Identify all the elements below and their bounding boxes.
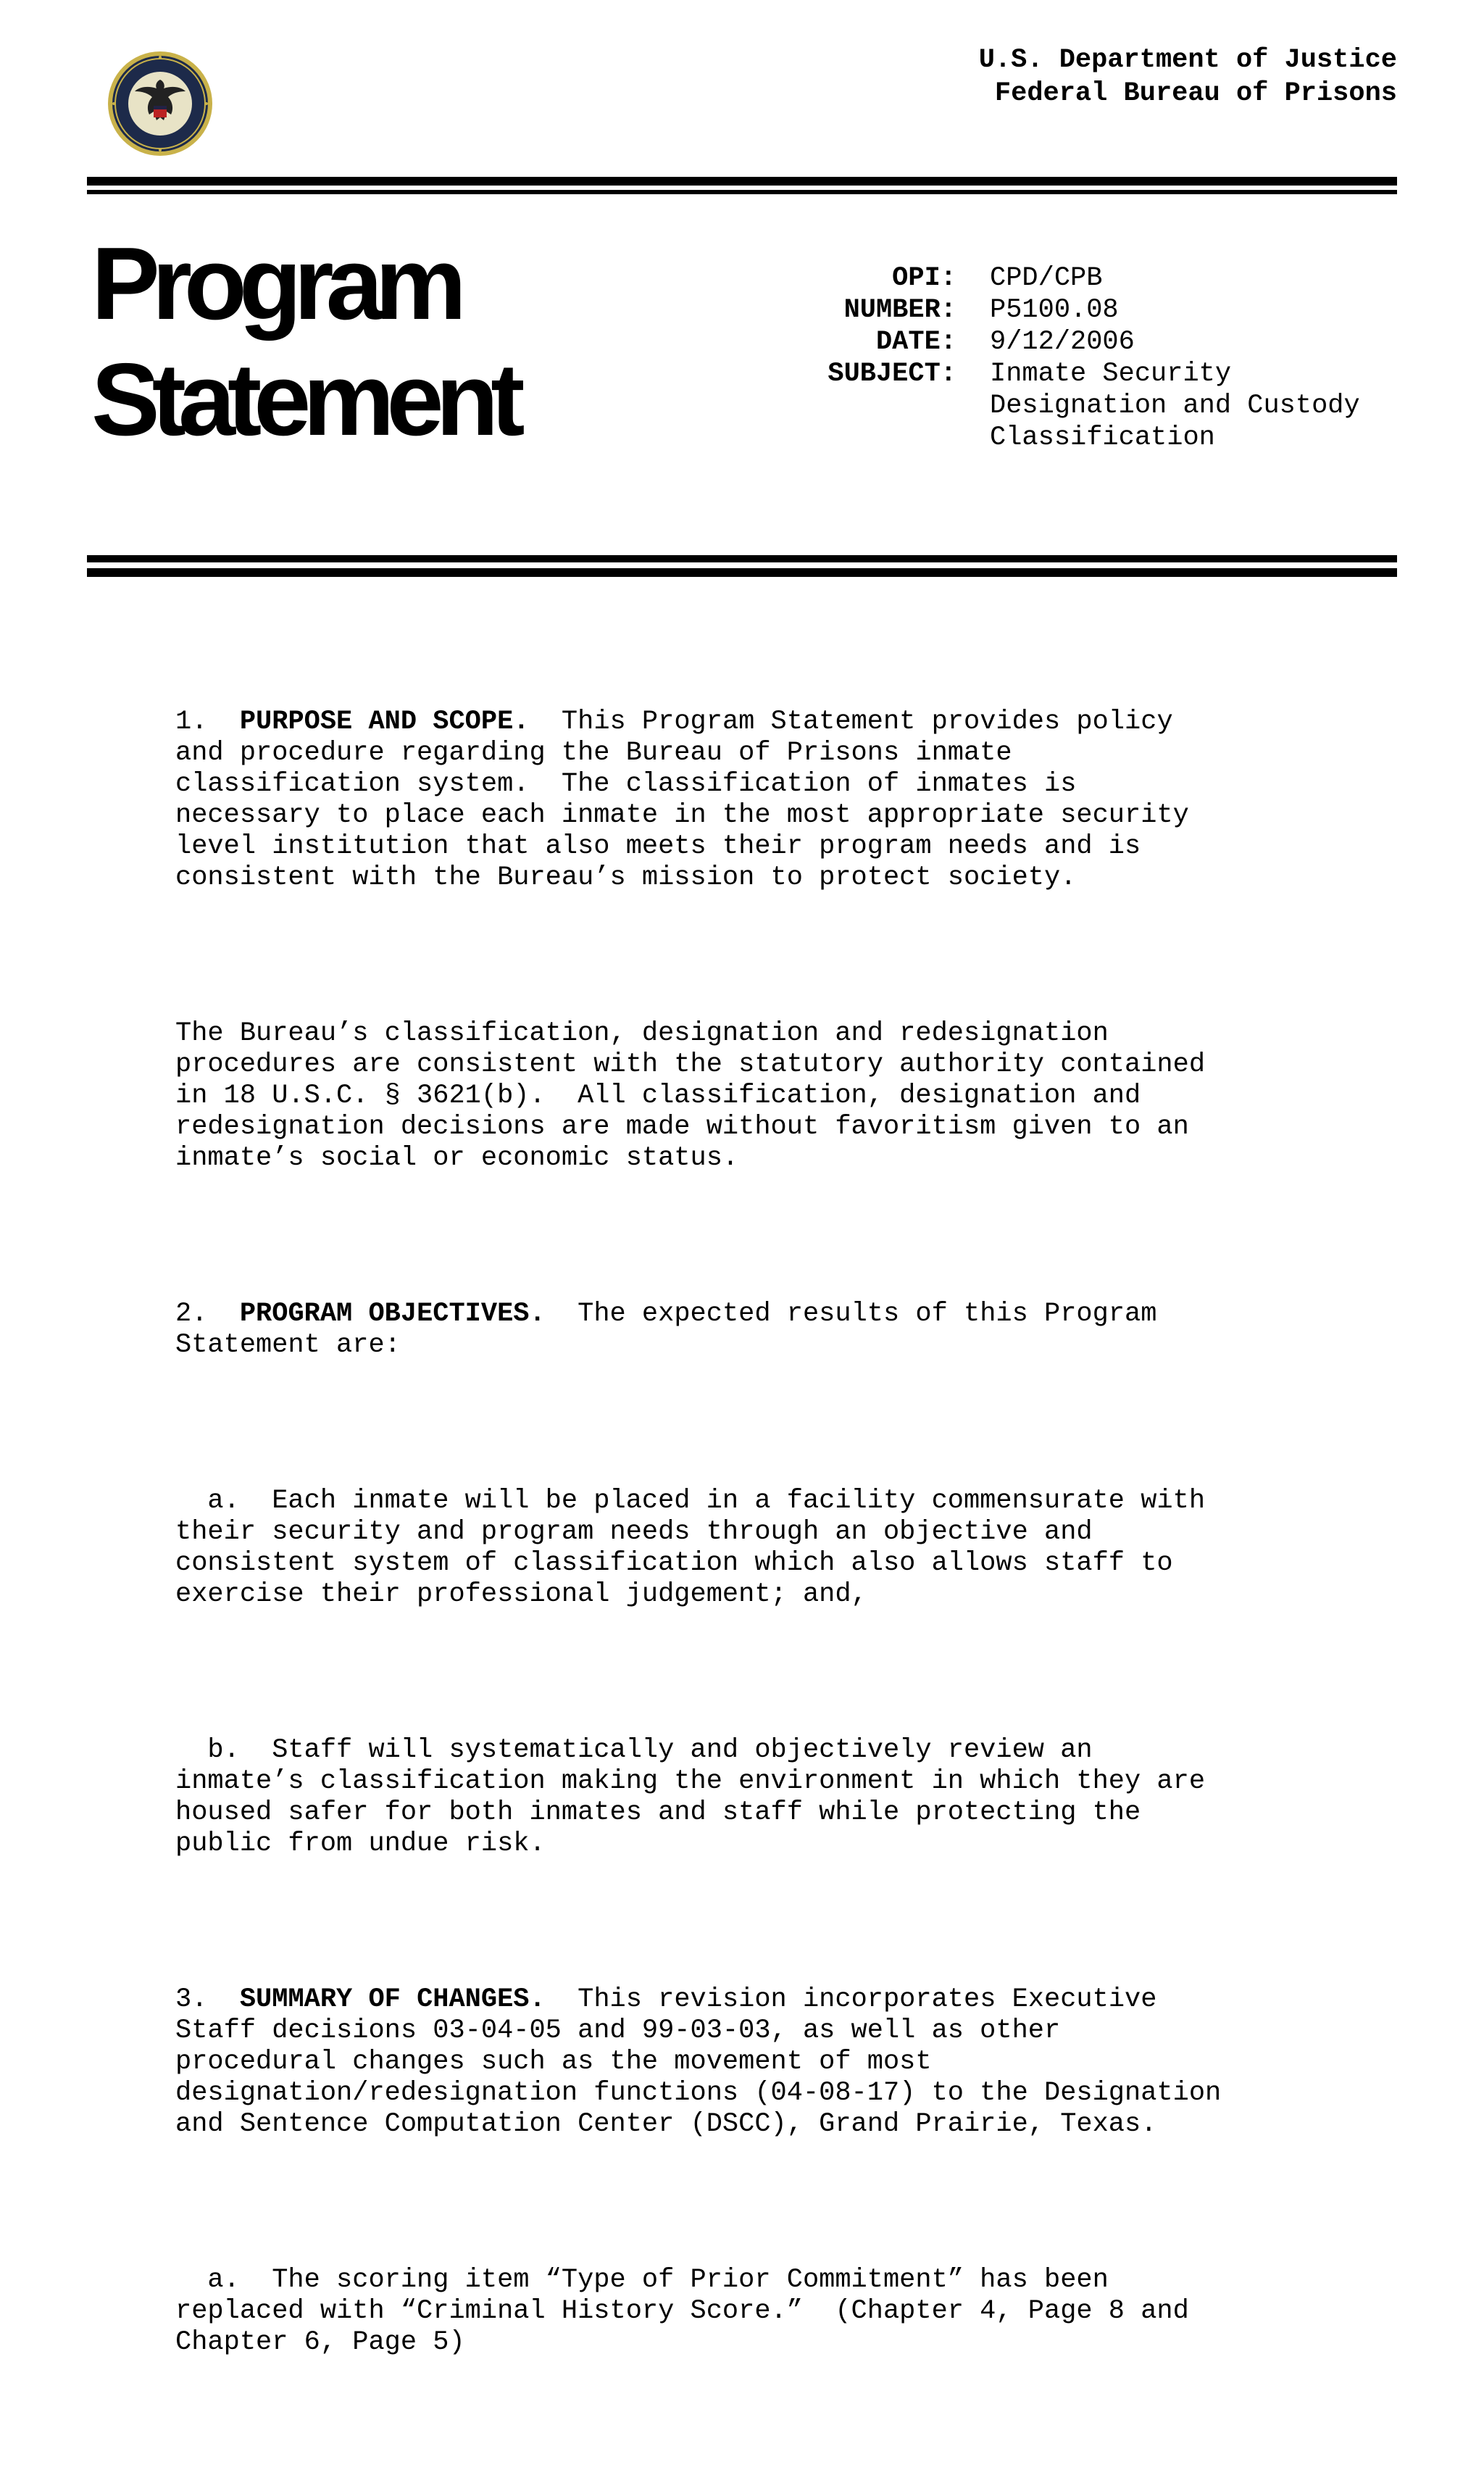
- section-number: 2.: [175, 1299, 240, 1329]
- body-line: a. The scoring item “Type of Prior Commitment” has been: [175, 2265, 1109, 2295]
- body-line: Staff decisions 03-04-05 and 99-03-03, as well as other: [175, 2016, 1061, 2046]
- body-text: The expected results of this Program: [545, 1299, 1157, 1329]
- body-line: in 18 U.S.C. § 3621(b). All classification, designation and: [175, 1081, 1141, 1111]
- opi-label: OPI:: [892, 263, 956, 294]
- meta-row-subject: [783, 358, 1396, 454]
- meta-row-date: [783, 326, 1396, 358]
- body-line: [175, 1299, 1422, 1330]
- body-line: procedures are consistent with the statutory authority contained: [175, 1049, 1206, 1080]
- number-label: NUMBER:: [843, 295, 956, 325]
- top-rule-thin: [87, 190, 1397, 194]
- opi-value: CPD/CPB: [990, 263, 1103, 294]
- section-number: 1.: [175, 707, 240, 737]
- body-line: public from undue risk.: [175, 1829, 546, 1859]
- paragraph-statutory-authority: [175, 1018, 1422, 1174]
- body-line: inmate’s classification making the environment in which they are: [175, 1766, 1206, 1797]
- section-program-objectives: [175, 1299, 1422, 1361]
- body-line: a. Each inmate will be placed in a facility commensurate with: [175, 1486, 1206, 1516]
- section-heading: SUMMARY OF CHANGES.: [239, 1984, 546, 2015]
- body-line: designation/redesignation functions (04-08-17) to the Designation: [175, 2078, 1222, 2108]
- body-line: redesignation decisions are made without favoritism given to an: [175, 1112, 1189, 1142]
- top-rule-thick: [87, 177, 1397, 186]
- body-line: Statement are:: [175, 1330, 401, 1360]
- body-line: and Sentence Computation Center (DSCC), Grand Prairie, Texas.: [175, 2109, 1157, 2139]
- section-summary-of-changes: [175, 1984, 1422, 2140]
- body-line: [175, 1984, 1422, 2016]
- subject-label: SUBJECT:: [828, 359, 956, 389]
- section-purpose-and-scope: [175, 707, 1422, 894]
- body-line: Chapter 6, Page 5): [175, 2327, 465, 2358]
- bottom-rule-thick: [87, 555, 1397, 562]
- body-line: inmate’s social or economic status.: [175, 1143, 739, 1173]
- body-line: procedural changes such as the movement of most: [175, 2047, 932, 2077]
- subject-value: [990, 358, 1396, 454]
- body-line: [175, 707, 1422, 738]
- meta-row-number: [783, 294, 1396, 326]
- body-line: necessary to place each inmate in the most appropriate security: [175, 800, 1189, 831]
- agency-department: U.S. Department of Justice: [978, 45, 1397, 75]
- body-line: consistent system of classification which also allows staff to: [175, 1548, 1173, 1579]
- body-text: This Program Statement provides policy: [529, 707, 1173, 737]
- date-label: DATE:: [875, 327, 956, 357]
- subject-value-line: Inmate Security: [990, 359, 1232, 389]
- section-heading: PROGRAM OBJECTIVES.: [239, 1299, 546, 1329]
- body-line: their security and program needs through an objective and: [175, 1517, 1093, 1547]
- subject-value-line: Classification: [990, 423, 1215, 453]
- title-line-statement: Statement: [91, 342, 517, 457]
- metadata-block: [783, 262, 1396, 454]
- doj-seal-icon: [106, 51, 214, 157]
- section-heading: PURPOSE AND SCOPE.: [239, 707, 530, 737]
- objective-item-b: [175, 1735, 1422, 1860]
- body-line: exercise their professional judgement; and,: [175, 1579, 867, 1610]
- subject-value-line: Designation and Custody: [990, 391, 1360, 421]
- section-number: 3.: [175, 1984, 240, 2015]
- body-line: b. Staff will systematically and objectively review an: [175, 1735, 1093, 1765]
- date-value: 9/12/2006: [990, 327, 1135, 357]
- agency-bureau: Federal Bureau of Prisons: [994, 78, 1397, 109]
- body-line: replaced with “Criminal History Score.” (Chapter 4, Page 8 and: [175, 2296, 1189, 2326]
- body-line: and procedure regarding the Bureau of Prisons inmate: [175, 738, 1012, 768]
- body-text: This revision incorporates Executive: [545, 1984, 1157, 2015]
- bottom-rule-thin: [87, 568, 1397, 577]
- agency-header: [979, 43, 1397, 110]
- page-title: [91, 226, 517, 458]
- document-body: [175, 613, 1422, 2483]
- meta-row-opi: [783, 262, 1396, 294]
- number-value: P5100.08: [990, 295, 1119, 325]
- body-line: consistent with the Bureau’s mission to protect society.: [175, 862, 1077, 893]
- body-line: classification system. The classification of inmates is: [175, 769, 1077, 799]
- body-line: level institution that also meets their program needs and is: [175, 831, 1141, 862]
- body-line: The Bureau’s classification, designation and redesignation: [175, 1018, 1109, 1049]
- title-line-program: Program: [91, 226, 459, 341]
- change-item-a: [175, 2265, 1422, 2358]
- body-line: housed safer for both inmates and staff while protecting the: [175, 1797, 1141, 1828]
- objective-item-a: [175, 1486, 1422, 1610]
